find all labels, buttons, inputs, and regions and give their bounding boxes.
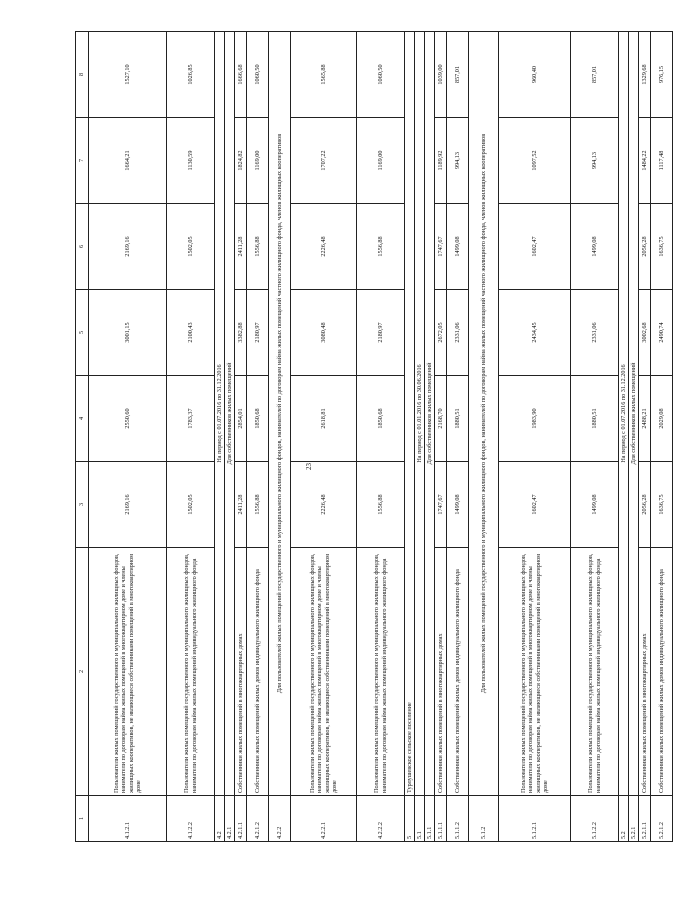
section-row [629,32,639,842]
value-cell-v8: 1666,68 [235,32,247,118]
value-cell-v3: 2411,28 [235,462,247,548]
section-label: Для собственников жилых помещений [629,32,639,796]
value-cell-v3: 2169,16 [89,462,167,548]
row-description: Пользователи жилых помещений государственного и муниципального жилищных фондов, наниматели по договорам найма жилых помещений индивидуального жилищного фонда [357,548,405,796]
value-cell-v7: 1117,48 [651,118,673,204]
row-code: 5.1.2.2 [571,796,619,842]
value-cell-v4: 1850,68 [247,376,269,462]
row-description: Собственники жилых помещений жилых домов индивидуального жилищного фонда [247,548,269,796]
table-row [499,32,571,842]
column-header: 1 [76,796,89,842]
table-row [651,32,673,842]
section-label: На период с 01.07.2016 по 31.12.2016 [619,32,629,796]
value-cell-v3: 1602,47 [499,462,571,548]
table-row [447,32,469,842]
value-cell-v8: 1060,50 [247,32,269,118]
value-cell-v4: 2029,08 [651,376,673,462]
table-row [247,32,269,842]
row-code: 4.2.2.1 [291,796,357,842]
value-cell-v8: 857,01 [447,32,469,118]
row-description: Собственники жилых помещений в многоквартирных домах [639,548,651,796]
value-cell-v5: 3001,15 [89,290,167,376]
column-header: 6 [76,204,89,290]
value-cell-v7: 1824,82 [235,118,247,204]
category-row [269,32,291,842]
row-description: Собственники жилых помещений жилых домов индивидуального жилищного фонда [447,548,469,796]
column-header: 8 [76,32,89,118]
row-code: 5.2.1.2 [651,796,673,842]
row-code: 5.1.1.1 [435,796,447,842]
row-description: Собственники жилых помещений жилых домов индивидуального жилищного фонда [651,548,673,796]
table-row [435,32,447,842]
value-cell-v3: 1499,08 [571,462,619,548]
section-row [405,32,415,842]
value-cell-v8: 960,40 [499,32,571,118]
value-cell-v8: 1565,88 [291,32,357,118]
row-description: Собственники жилых помещений в многоквартирных домах [235,548,247,796]
value-cell-v3: 1556,88 [357,462,405,548]
row-code: 5.1 [415,796,425,842]
value-cell-v5: 3080,48 [291,290,357,376]
section-row [619,32,629,842]
row-code: 5.1.2.1 [499,796,571,842]
column-header: 5 [76,290,89,376]
table-row [639,32,651,842]
row-description: Пользователи жилых помещений государственного и муниципального жилищных фондов, наниматели по договорам найма жилых помещений в многоквартирном доме и члены жилищных кооперативов, не являющиеся собственниками помещений в многоквартирном доме [89,548,167,796]
value-cell-v7: 1097,52 [499,118,571,204]
value-cell-v7: 1664,21 [89,118,167,204]
value-cell-v5: 2672,05 [435,290,447,376]
value-cell-v7: 1189,92 [435,118,447,204]
row-description: Пользователи жилых помещений государственного и муниципального жилищных фондов, наниматели по договорам найма жилых помещений индивидуального жилищного фонда [571,548,619,796]
section-row [225,32,235,842]
value-cell-v8: 1026,85 [167,32,215,118]
column-header: 2 [76,548,89,796]
row-code: 5.1.1 [425,796,435,842]
value-cell-v5: 2490,74 [651,290,673,376]
value-cell-v6: 1602,47 [499,204,571,290]
value-cell-v3: 2056,28 [639,462,651,548]
value-cell-v5: 2434,45 [499,290,571,376]
value-cell-v3: 1556,88 [247,462,269,548]
row-description: Пользователи жилых помещений государственного и муниципального жилищных фондов, наниматели по договорам найма жилых помещений в многоквартирном доме и члены жилищных кооперативов, не являющиеся собственниками помещений в многоквартирном доме [291,548,357,796]
value-cell-v5: 2331,06 [571,290,619,376]
value-cell-v6: 1636,75 [651,204,673,290]
value-cell-v5: 3382,88 [235,290,247,376]
section-row [415,32,425,842]
value-cell-v3: 1499,08 [447,462,469,548]
category-label: Для пользователей жилых помещений государственного и муниципального жилищного фондов, нанимателей по договорам найма жилых помещений частного жилищного фонда, членов жилищных кооперативов [269,32,291,796]
value-cell-v4: 1983,90 [499,376,571,462]
row-code: 5.1.2 [469,796,499,842]
table-row [89,32,167,842]
value-cell-v4: 1783,37 [167,376,215,462]
column-header-row [76,32,89,842]
value-cell-v4: 1880,51 [447,376,469,462]
value-cell-v4: 2854,01 [235,376,247,462]
row-code: 5.2.1.1 [639,796,651,842]
value-cell-v7: 1169,00 [247,118,269,204]
value-cell-v6: 2169,16 [89,204,167,290]
value-cell-v6: 1499,08 [571,204,619,290]
page-number: 23 [305,463,313,471]
value-cell-v3: 1747,67 [435,462,447,548]
table-row [357,32,405,842]
value-cell-v3: 2226,48 [291,462,357,548]
value-cell-v6: 2056,28 [639,204,651,290]
row-description: Пользователи жилых помещений государственного и муниципального жилищных фондов, наниматели по договорам найма жилых помещений в многоквартирном доме и члены жилищных кооперативов, не являющиеся собственниками помещений в многоквартирном доме [499,548,571,796]
value-cell-v3: 1502,05 [167,462,215,548]
row-code: 5.2.1 [629,796,639,842]
value-cell-v7: 1130,59 [167,118,215,204]
tariff-table-sheet [75,32,665,842]
section-label: Для собственников жилых помещений [425,32,435,796]
row-code: 4.2.1 [225,796,235,842]
table-row [167,32,215,842]
section-label: На период с 01.07.2016 по 31.12.2016 [215,32,225,796]
value-cell-v7: 994,13 [447,118,469,204]
row-code: 4.1.2.2 [167,796,215,842]
section-label: Для собственников жилых помещений [225,32,235,796]
value-cell-v4: 2168,70 [435,376,447,462]
category-label: Для пользователей жилых помещений государственного и муниципального жилищного фондов, нанимателей по договорам найма жилых помещений частного жилищного фонда, членов жилищных кооперативов [469,32,499,796]
value-cell-v6: 2226,48 [291,204,357,290]
value-cell-v4: 1850,68 [357,376,405,462]
value-cell-v4: 2550,60 [89,376,167,462]
value-cell-v7: 994,13 [571,118,619,204]
value-cell-v8: 1039,00 [435,32,447,118]
value-cell-v5: 2180,97 [247,290,269,376]
section-label: На период с 01.01.2016 по 30.06.2016 [415,32,425,796]
value-cell-v6: 1747,67 [435,204,447,290]
row-code: 5 [405,796,415,842]
value-cell-v4: 2618,81 [291,376,357,462]
value-cell-v7: 1484,22 [639,118,651,204]
row-code: 4.1.2.1 [89,796,167,842]
value-cell-v7: 1169,00 [357,118,405,204]
column-header: 3 [76,462,89,548]
row-code: 4.2.2.2 [357,796,405,842]
value-cell-v8: 976,15 [651,32,673,118]
row-code: 4.2.2 [269,796,291,842]
value-cell-v5: 2331,06 [447,290,469,376]
value-cell-v6: 1556,88 [247,204,269,290]
value-cell-v8: 857,01 [571,32,619,118]
row-code: 4.2 [215,796,225,842]
value-cell-v5: 2100,43 [167,290,215,376]
table-row [235,32,247,842]
row-code: 4.2.1.1 [235,796,247,842]
value-cell-v6: 1502,05 [167,204,215,290]
row-description: Пользователи жилых помещений государственного и муниципального жилищных фондов, наниматели по договорам найма жилых помещений индивидуального жилищного фонда [167,548,215,796]
value-cell-v4: 2488,21 [639,376,651,462]
value-cell-v8: 1527,10 [89,32,167,118]
table-row [571,32,619,842]
row-code: 5.1.1.2 [447,796,469,842]
section-label: Турлушевское сельское поселение [405,32,415,796]
value-cell-v6: 1556,88 [357,204,405,290]
value-cell-v7: 1707,22 [291,118,357,204]
category-row [469,32,499,842]
section-row [425,32,435,842]
table-row [291,32,357,842]
value-cell-v4: 1880,51 [571,376,619,462]
value-cell-v6: 2411,28 [235,204,247,290]
column-header: 7 [76,118,89,204]
value-cell-v3: 1636,75 [651,462,673,548]
column-header: 4 [76,376,89,462]
tariff-table [75,31,673,842]
section-row [215,32,225,842]
value-cell-v5: 2180,97 [357,290,405,376]
value-cell-v5: 3002,68 [639,290,651,376]
row-code: 5.2 [619,796,629,842]
row-code: 4.2.1.2 [247,796,269,842]
value-cell-v8: 1060,50 [357,32,405,118]
value-cell-v8: 1329,68 [639,32,651,118]
value-cell-v6: 1499,08 [447,204,469,290]
row-description: Собственники жилых помещений в многоквартирных домах [435,548,447,796]
